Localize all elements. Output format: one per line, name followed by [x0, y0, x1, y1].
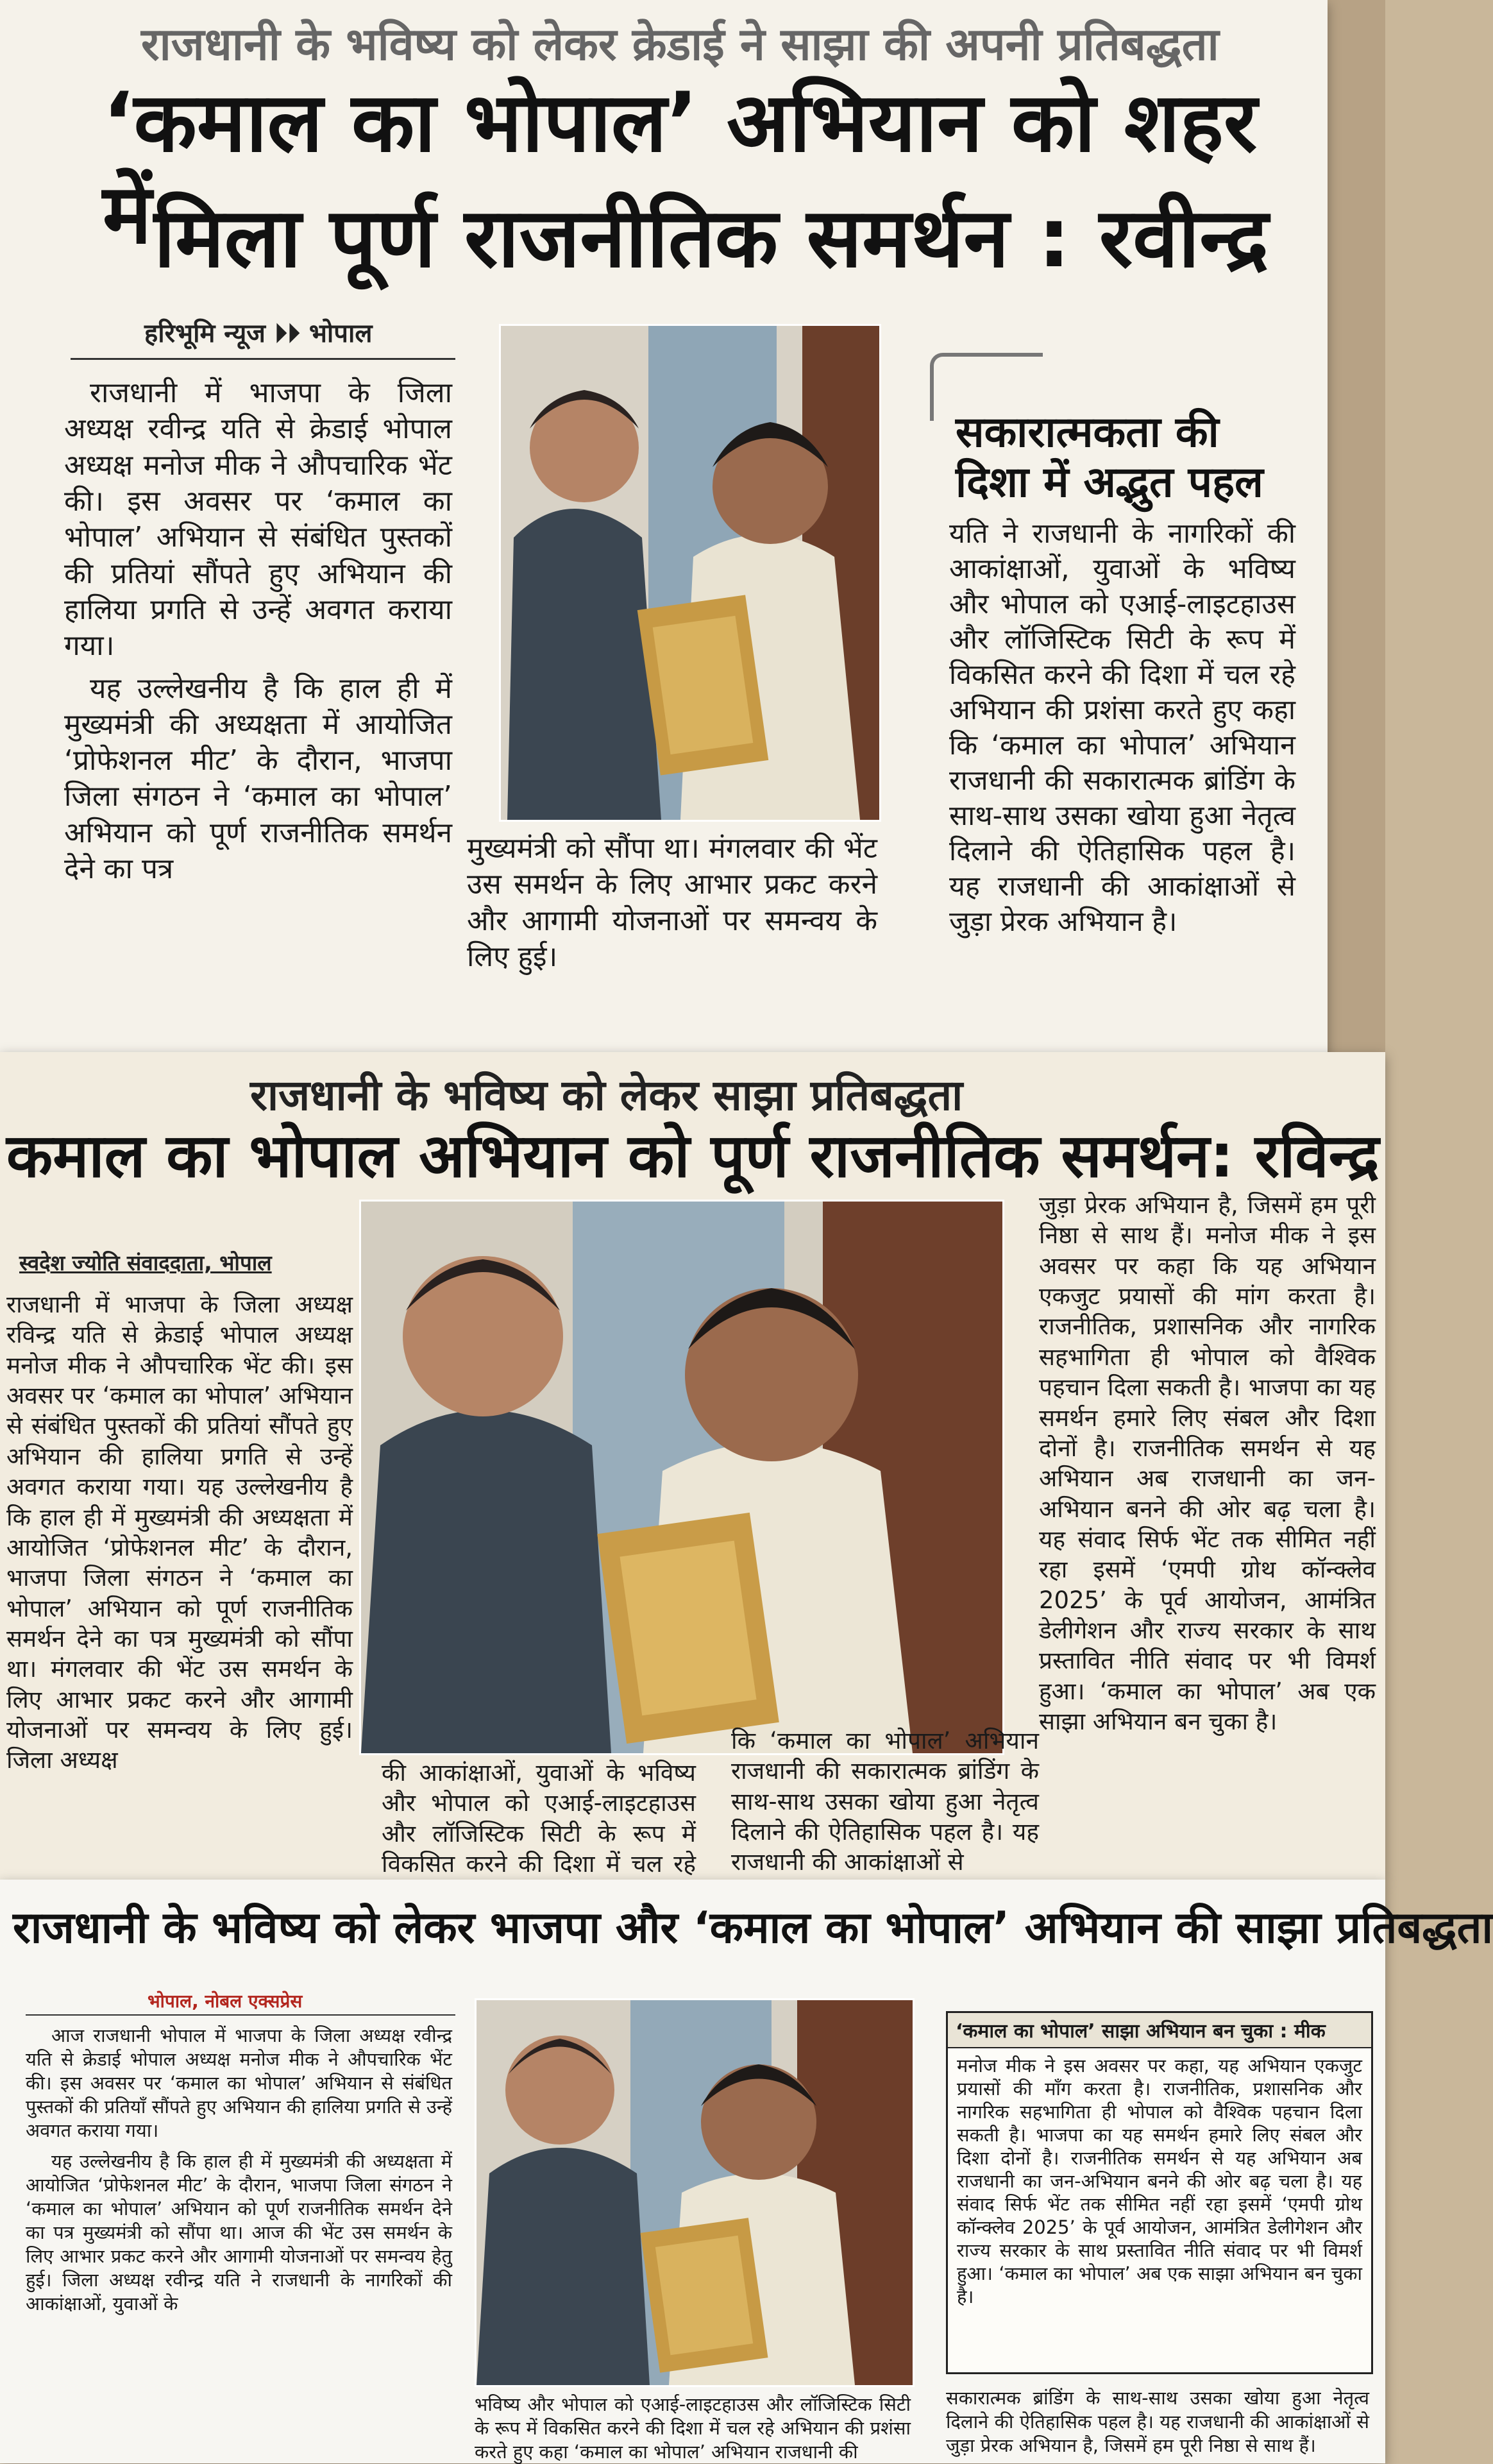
clip3-byline: भोपाल, नोबल एक्सप्रेस: [148, 1991, 303, 2012]
clip3-headline: राजधानी के भविष्य को लेकर भाजपा और ‘कमाल का भोपाल’ अभियान की साझा प्रतिबद्धता: [13, 1903, 1493, 1953]
clip3-sidebar-text: मनोज मीक ने इस अवसर पर कहा, यह अभियान एकजुट प्रयासों की माँग करता है। राजनीतिक, प्रशासनिक और नागरिक सहभागिता ही भोपाल को वैश्विक पहचान दिला सकती है। भाजपा का यह समर्थन हमारे लिए संबल और दिशा दोनों है। राजनीतिक समर्थन से यह अभियान अब राजधानी का जन-अभियान बनने की ओर बढ़ चला है। यह संवाद सिर्फ भेंट तक सीमित नहीं रहा इसमें ‘एमपी ग्रोथ कॉन्क्लेव 2025’ के पूर्व आयोजन, आमंत्रित डेलीगेशन और राज्य सरकार के साथ प्रस्तावित नीति संवाद पर भी विमर्श हुआ। ‘कमाल का भोपाल’ अब एक साझा अभियान बन चुका है।: [957, 2055, 1362, 2307]
clip1-photo: [499, 324, 881, 822]
clip2-body-middle-1: की आकांक्षाओं, युवाओं के भविष्य और भोपाल को एआई-लाइटहाउस और लॉजिस्टिक सिटी के रूप में विकसित करने की दिशा में चल रहे: [382, 1759, 696, 1878]
clip2-kicker: राजधानी के भविष्य को लेकर साझा प्रतिबद्धता: [250, 1071, 963, 1120]
clip1-kicker: राजधानी के भविष्य को लेकर क्रेडाई ने साझा की अपनी प्रतिबद्धता: [141, 18, 1219, 71]
clip3-body-left: [26, 2024, 452, 2316]
clip2-byline: स्वदेश ज्योति संवाददाता, भोपाल: [19, 1250, 272, 1275]
clip1-sidebar-title: सकारात्मकता की दिशा में अद्भुत पहल: [956, 407, 1263, 507]
clip1-byline: हरिभूमि न्यूज ⏵⏵ भोपाल: [144, 319, 373, 348]
clip3-sidebar-box: [946, 2011, 1373, 2374]
clip2-photo: [359, 1200, 1004, 1755]
news-clipping-noble-express: [0, 1880, 1493, 2463]
clip1-sidebar-text: यति ने राजधानी के नागरिकों की आकांक्षाओं, युवाओं के भविष्य और भोपाल को एआई-लाइटहाउस और लॉजिस्टिक सिटी के रूप में विकसित करने की दिशा में चल रहे अभियान की प्रशंसा करते हुए कहा कि ‘कमाल का भोपाल’ अभियान राजधानी की सकारात्मक ब्रांडिंग के साथ-साथ उसका खोया हुआ नेतृत्व दिलाने की ऐतिहासिक पहल है। यह राजधानी की आकांक्षाओं से जुड़ा प्रेरक अभियान है।: [949, 518, 1295, 939]
clip3-body-middle: भविष्य और भोपाल को एआई-लाइटहाउस और लॉजिस्टिक सिटी के रूप में विकसित करने की दिशा में चल रहे अभियान की प्रशंसा करते हुए कहा ‘कमाल का भोपाल’ अभियान राजधानी की: [475, 2393, 911, 2463]
clip1-body-middle: मुख्यमंत्री को सौंपा था। मंगलवार की भेंट उस समर्थन के लिए आभार प्रकट करने और आगामी योजनाओं पर समन्वय के लिए हुई।: [467, 832, 877, 973]
background-strip: [1328, 0, 1385, 1058]
clip2-body-right: जुड़ा प्रेरक अभियान है, जिसमें हम पूरी निष्ठा से साथ हैं। मनोज मीक ने इस अवसर पर कहा कि यह अभियान एकजुट प्रयासों की मांग करता है। राजनीतिक, प्रशासनिक और नागरिक सहभागिता ही भोपाल को वैश्विक पहचान दिला सकती है। भाजपा का यह समर्थन हमारे लिए संबल और दिशा दोनों है। राजनीतिक समर्थन से यह अभियान अब राजधानी का जन-अभियान बनने की ओर बढ़ चला है। यह संवाद सिर्फ भेंट तक सीमित नहीं रहा इसमें ‘एमपी ग्रोथ कॉन्क्लेव 2025’ के पूर्व आयोजन, आमंत्रित डेलीगेशन और राज्य सरकार के साथ प्रस्तावित नीति संवाद पर भी विमर्श हुआ। ‘कमाल का भोपाल’ अब एक साझा अभियान बन चुका है।: [1039, 1191, 1376, 1736]
clip1-body-left: [64, 375, 452, 887]
clip1-body-left-p1: राजधानी में भाजपा के जिला अध्यक्ष रवीन्द्र यति से क्रेडाई भोपाल अध्यक्ष मनोज मीक ने औपचारिक भेंट की। इस अवसर पर ‘कमाल का भोपाल’ अभियान से संबंधित पुस्तकों की प्रतियां सौंपते हुए अभियान की हालिया प्रगति से उन्हें अवगत कराया गया।: [64, 377, 452, 663]
news-clipping-haribhoomi: [0, 0, 1328, 1058]
clip1-body-left-p2: यह उल्लेखनीय है कि हाल ही में मुख्यमंत्री की अध्यक्षता में आयोजित ‘प्रोफेशनल मीट’ के दौरान, भाजपा जिला संगठन ने ‘कमाल का भोपाल’ अभियान को पूर्ण राजनीतिक समर्थन देने का पत्र: [64, 672, 452, 886]
clip3-body-left-p2: यह उल्लेखनीय है कि हाल ही में मुख्यमंत्री की अध्यक्षता में आयोजित ‘प्रोफेशनल मीट’ के दौरान, भाजपा जिला संगठन ने ‘कमाल का भोपाल’ अभियान को पूर्ण राजनीतिक समर्थन देने का पत्र मुख्यमंत्री को सौंपा था। आज की भेंट उस समर्थन के लिए आभार प्रकट करने और आगामी योजनाओं पर समन्वय हेतु हुई। जिला अध्यक्ष रवीन्द्र यति ने राजधानी के नागरिकों की आकांक्षाओं, युवाओं के: [26, 2150, 452, 2315]
clip3-sidebar-title: ‘कमाल का भोपाल’ साझा अभियान बन चुका : मीक: [948, 2013, 1371, 2048]
clip3-photo: [475, 1998, 915, 2387]
news-clipping-swadesh-jyoti: [0, 1052, 1385, 1880]
clip3-body-right: सकारात्मक ब्रांडिंग के साथ-साथ उसका खोया हुआ नेतृत्व दिलाने की ऐतिहासिक पहल है। यह राजधानी की आकांक्षाओं से जुड़ा प्रेरक अभियान है, जिसमें हम पूरी निष्ठा से साथ हैं।: [946, 2387, 1369, 2457]
clip2-headline: कमाल का भोपाल अभियान को पूर्ण राजनीतिक समर्थन: रविन्द्र: [6, 1121, 1379, 1191]
clip2-body-left: राजधानी में भाजपा के जिला अध्यक्ष रविन्द्र यति से क्रेडाई भोपाल अध्यक्ष मनोज मीक ने औपचारिक भेंट की। इस अवसर पर ‘कमाल का भोपाल’ अभियान से संबंधित पुस्तकों की प्रतियां सौंपते हुए अभियान की हालिया प्रगति से उन्हें अवगत कराया गया। यह उल्लेखनीय है कि हाल ही में मुख्यमंत्री की अध्यक्षता में आयोजित ‘प्रोफेशनल मीट’ के दौरान, भाजपा जिला संगठन ने ‘कमाल का भोपाल’ अभियान को पूर्ण राजनीतिक समर्थन देने का पत्र मुख्यमंत्री को सौंपा था। मंगलवार की भेंट उस समर्थन के लिए आभार प्रकट करने और आगामी योजनाओं पर समन्वय के लिए हुई। जिला अध्यक्ष: [6, 1291, 353, 1774]
clip1-headline-line1: ‘कमाल का भोपाल’ अभियान को शहर में: [103, 75, 1258, 263]
clip2-body-middle-2: कि ‘कमाल का भोपाल’ अभियान राजधानी की सकारात्मक ब्रांडिंग के साथ-साथ उसका खोया हुआ नेतृत्व दिलाने की ऐतिहासिक पहल है। यह राजधानी की आकांक्षाओं से: [731, 1727, 1039, 1876]
clip1-headline-line2: मिला पूर्ण राजनीतिक समर्थन : रवीन्द्र: [154, 191, 1269, 286]
clip3-byline-rule: [26, 2014, 455, 2016]
clip1-byline-rule: [71, 358, 455, 360]
clip3-body-left-p1: आज राजधानी भोपाल में भाजपा के जिला अध्यक्ष रवीन्द्र यति से क्रेडाई भोपाल अध्यक्ष मनोज मीक ने औपचारिक भेंट की। इस अवसर पर ‘कमाल का भोपाल’ अभियान से संबंधित पुस्तकों की प्रतियाँ सौंपते हुए अभियान की हालिया प्रगति से उन्हें अवगत कराया गया।: [26, 2025, 452, 2142]
